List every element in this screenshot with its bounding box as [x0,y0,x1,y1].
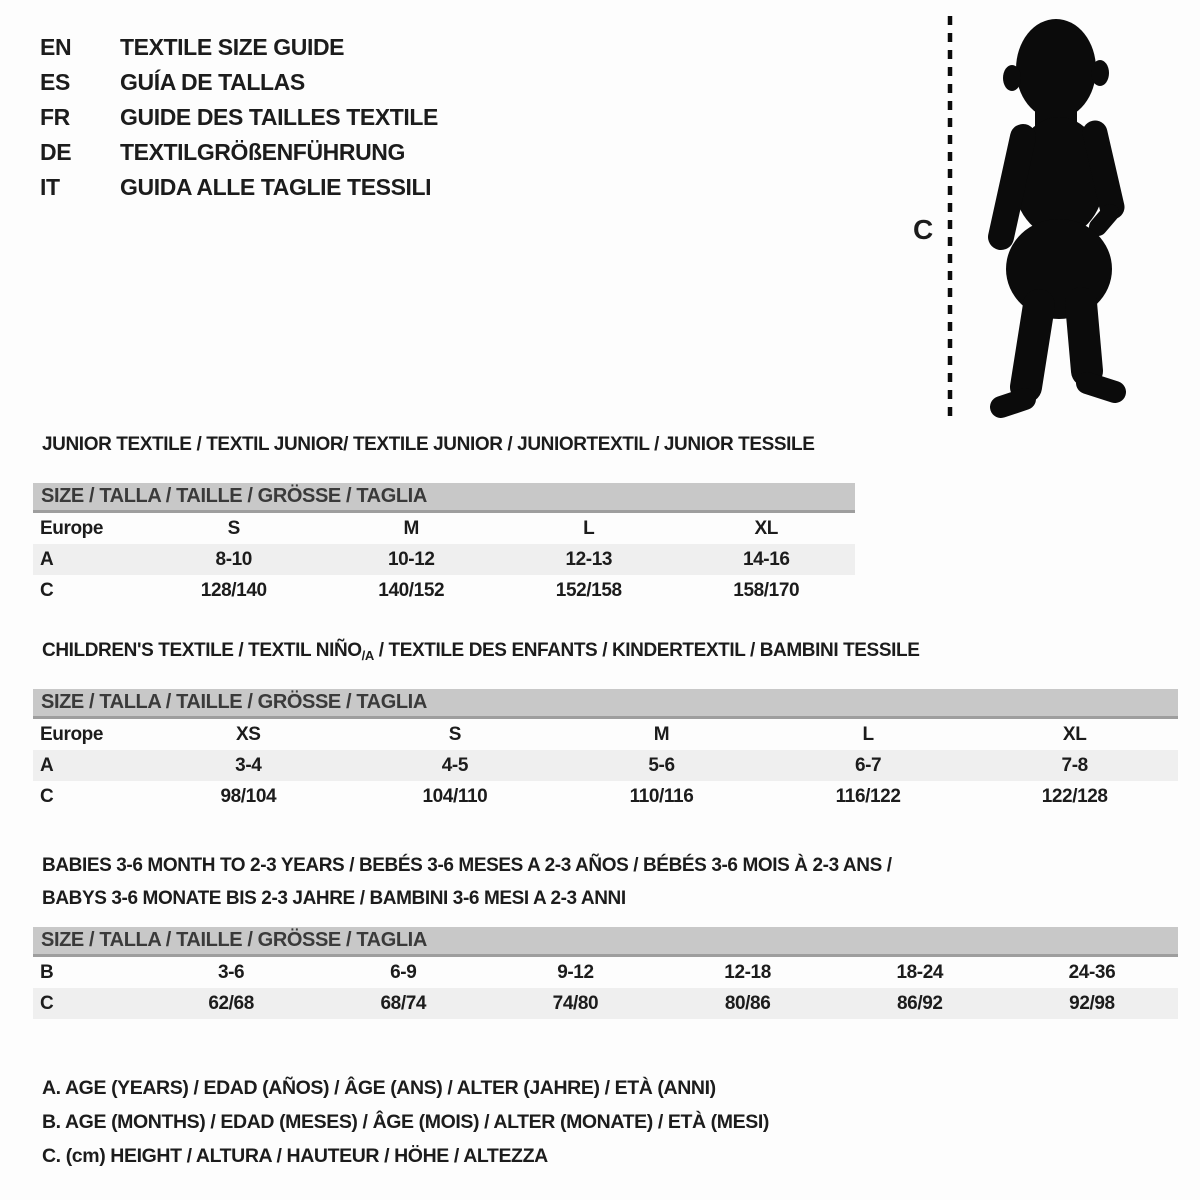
height-cell: 86/92 [897,993,943,1014]
col-header-m: M [403,518,419,539]
language-row-es [40,65,438,100]
language-label: TEXTILE SIZE GUIDE [120,34,345,60]
age-cell: 6-7 [854,755,882,776]
row-label-europe: Europe [40,518,104,539]
col-header-m: M [653,724,670,745]
height-cell: 152/158 [555,580,622,601]
language-row-de [40,135,438,170]
height-cell: 80/86 [724,993,771,1014]
babies-section-title [42,849,892,915]
age-cell: 10-12 [387,549,435,570]
months-cell: 9-12 [557,962,594,983]
junior-section-title: JUNIOR TEXTILE / TEXTIL JUNIOR/ TEXTILE JUNIOR / JUNIORTEXTIL / JUNIOR TESSILE [42,434,815,455]
junior-row-a [33,544,855,575]
col-header-s: S [227,518,240,539]
height-cell: 104/110 [422,786,488,807]
children-row-a [33,750,1178,781]
junior-size-table [33,483,855,606]
height-cell: 110/116 [629,786,694,807]
children-title-main: CHILDREN'S TEXTILE / TEXTIL NIÑO [42,640,362,661]
age-cell: 4-5 [441,755,469,776]
height-cell: 128/140 [200,580,267,601]
babies-size-table [33,927,1178,1019]
age-cell: 3-4 [235,755,262,776]
months-cell: 18-24 [896,962,944,983]
babies-row-b [33,957,1178,988]
size-band-label: SIZE / TALLA / TAILLE / GRÖSSE / TAGLIA [41,485,427,507]
months-cell: 3-6 [217,962,245,983]
toddler-figure [930,10,1150,422]
language-row-en [40,30,438,65]
col-header-xs: XS [236,724,261,745]
height-cell: 140/152 [378,580,445,601]
months-cell: 12-18 [724,962,771,983]
height-cell: 98/104 [220,786,277,807]
babies-title-line2: BABYS 3-6 MONATE BIS 2-3 JAHRE / BAMBINI 3-6 MESI A 2-3 ANNI [42,888,626,909]
col-header-s: S [448,724,462,745]
language-label: GUÍA DE TALLAS [120,69,305,95]
age-cell: 7-8 [1061,755,1088,776]
babies-title-line1: BABIES 3-6 MONTH TO 2-3 YEARS / BEBÉS 3-6 MESES A 2-3 AÑOS / BÉBÉS 3-6 MOIS À 2-3 ANS / [42,855,892,876]
height-cell: 68/74 [380,993,427,1014]
months-cell: 24-36 [1068,962,1116,983]
language-code: FR [40,104,70,130]
legend-line-c: C. (cm) HEIGHT / ALTURA / HAUTEUR / HÖHE / ALTEZZA [42,1145,548,1167]
language-title-block [40,30,438,205]
age-cell: 12-13 [565,549,613,570]
row-label-a: A [40,755,54,776]
col-header-l: L [862,724,874,745]
height-cell: 74/80 [552,993,599,1014]
toddler-silhouette-icon [1001,19,1115,407]
row-label-b: B [40,962,54,983]
language-label: GUIDE DES TAILLES TEXTILE [120,104,438,130]
language-code: IT [40,174,60,200]
children-section-title [42,640,919,662]
size-band [33,483,855,513]
children-size-table [33,689,1178,812]
size-band-label: SIZE / TALLA / TAILLE / GRÖSSE / TAGLIA [41,691,427,713]
junior-header-row [33,513,855,544]
measure-legend [42,1071,769,1173]
height-cell: 62/68 [208,993,254,1014]
junior-row-c [33,575,855,606]
language-row-fr [40,100,438,135]
col-header-xl: XL [1062,724,1087,745]
height-cell: 158/170 [733,580,800,601]
babies-row-c [33,988,1178,1019]
row-label-c: C [40,993,54,1014]
row-label-c: C [40,580,54,601]
children-title-rest: / TEXTILE DES ENFANTS / KINDERTEXTIL / BAMBINI TESSILE [373,640,920,661]
months-cell: 6-9 [390,962,417,983]
language-label: GUIDA ALLE TAGLIE TESSILI [120,174,432,200]
height-cell: 116/122 [835,786,901,807]
col-header-l: L [583,518,595,539]
legend-line-a: A. AGE (YEARS) / EDAD (AÑOS) / ÂGE (ANS) / ALTER (JAHRE) / ETÀ (ANNI) [42,1077,716,1099]
age-cell: 5-6 [648,755,675,776]
measure-label-c: C [913,214,933,245]
language-row-it [40,170,438,205]
size-band [33,927,1178,957]
row-label-c: C [40,786,54,807]
legend-line-b: B. AGE (MONTHS) / EDAD (MESES) / ÂGE (MOIS) / ALTER (MONATE) / ETÀ (MESI) [42,1111,769,1133]
age-cell: 14-16 [742,549,790,570]
col-header-xl: XL [754,518,778,539]
size-band [33,689,1178,719]
children-header-row [33,719,1178,750]
language-code: DE [40,139,72,165]
row-label-europe: Europe [40,724,104,745]
row-label-a: A [40,549,54,570]
language-code: ES [40,69,70,95]
size-band-label: SIZE / TALLA / TAILLE / GRÖSSE / TAGLIA [41,929,427,951]
age-cell: 8-10 [215,549,252,570]
height-cell: 92/98 [1069,993,1115,1014]
children-row-c [33,781,1178,812]
height-cell: 122/128 [1041,786,1108,807]
language-code: EN [40,34,72,60]
language-label: TEXTILGRÖßENFÜHRUNG [120,139,405,165]
children-title-sub: /A [361,648,374,663]
